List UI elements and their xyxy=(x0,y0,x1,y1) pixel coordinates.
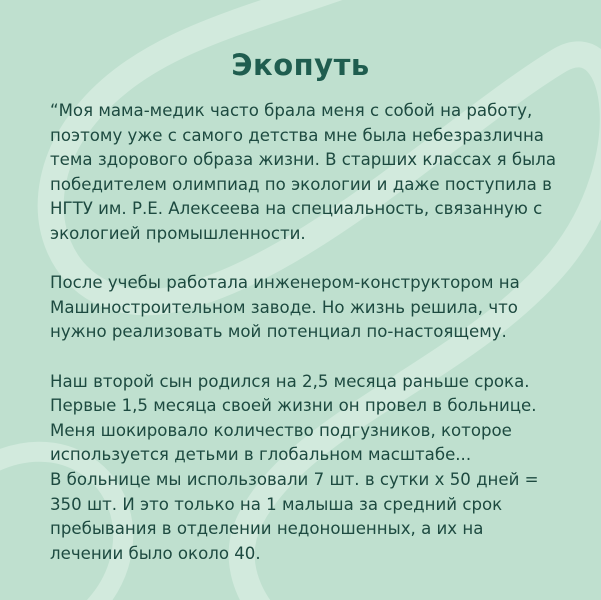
text-line: 350 шт. И это только на 1 малыша за средний срок xyxy=(50,494,503,514)
text-line: После учебы работала инженером-конструктором на xyxy=(50,273,520,293)
text-line: Меня шокировало количество подгузников, которое xyxy=(50,420,512,440)
text-line: экологией промышленности. xyxy=(50,223,306,243)
text-line: пребывания в отделении недоношенных, а их на xyxy=(50,519,484,539)
page-title: Экопуть xyxy=(231,48,370,82)
text-line: Машиностроительном заводе. Но жизнь решила, что xyxy=(50,297,518,317)
text-line: В больнице мы использовали 7 шт. в сутки х 50 дней = xyxy=(50,469,539,489)
text-line: Наш второй сын родился на 2,5 месяца раньше срока. xyxy=(50,371,530,391)
text-line: лечении было около 40. xyxy=(50,543,261,563)
text-line: победителем олимпиад по экологии и даже поступила в xyxy=(50,174,552,194)
text-line: Первые 1,5 месяца своей жизни он провел в больнице. xyxy=(50,396,537,416)
text-line: поэтому уже с самого детства мне была небезразлична xyxy=(50,125,544,145)
text-line: нужно реализовать мой потенциал по-настоящему. xyxy=(50,322,507,342)
text-line: НГТУ им. Р.Е. Алексеева на специальность, связанную с xyxy=(50,199,543,219)
paragraph-gap xyxy=(50,247,580,272)
text-line: тема здорового образа жизни. В старших классах я была xyxy=(50,150,557,170)
text-line: “Моя мама-медик часто брала меня с собой на работу, xyxy=(50,101,533,120)
story-text xyxy=(50,99,580,566)
paragraph-gap xyxy=(50,345,580,370)
text-line: используется детьми в глобальном масштабе... xyxy=(50,445,472,465)
